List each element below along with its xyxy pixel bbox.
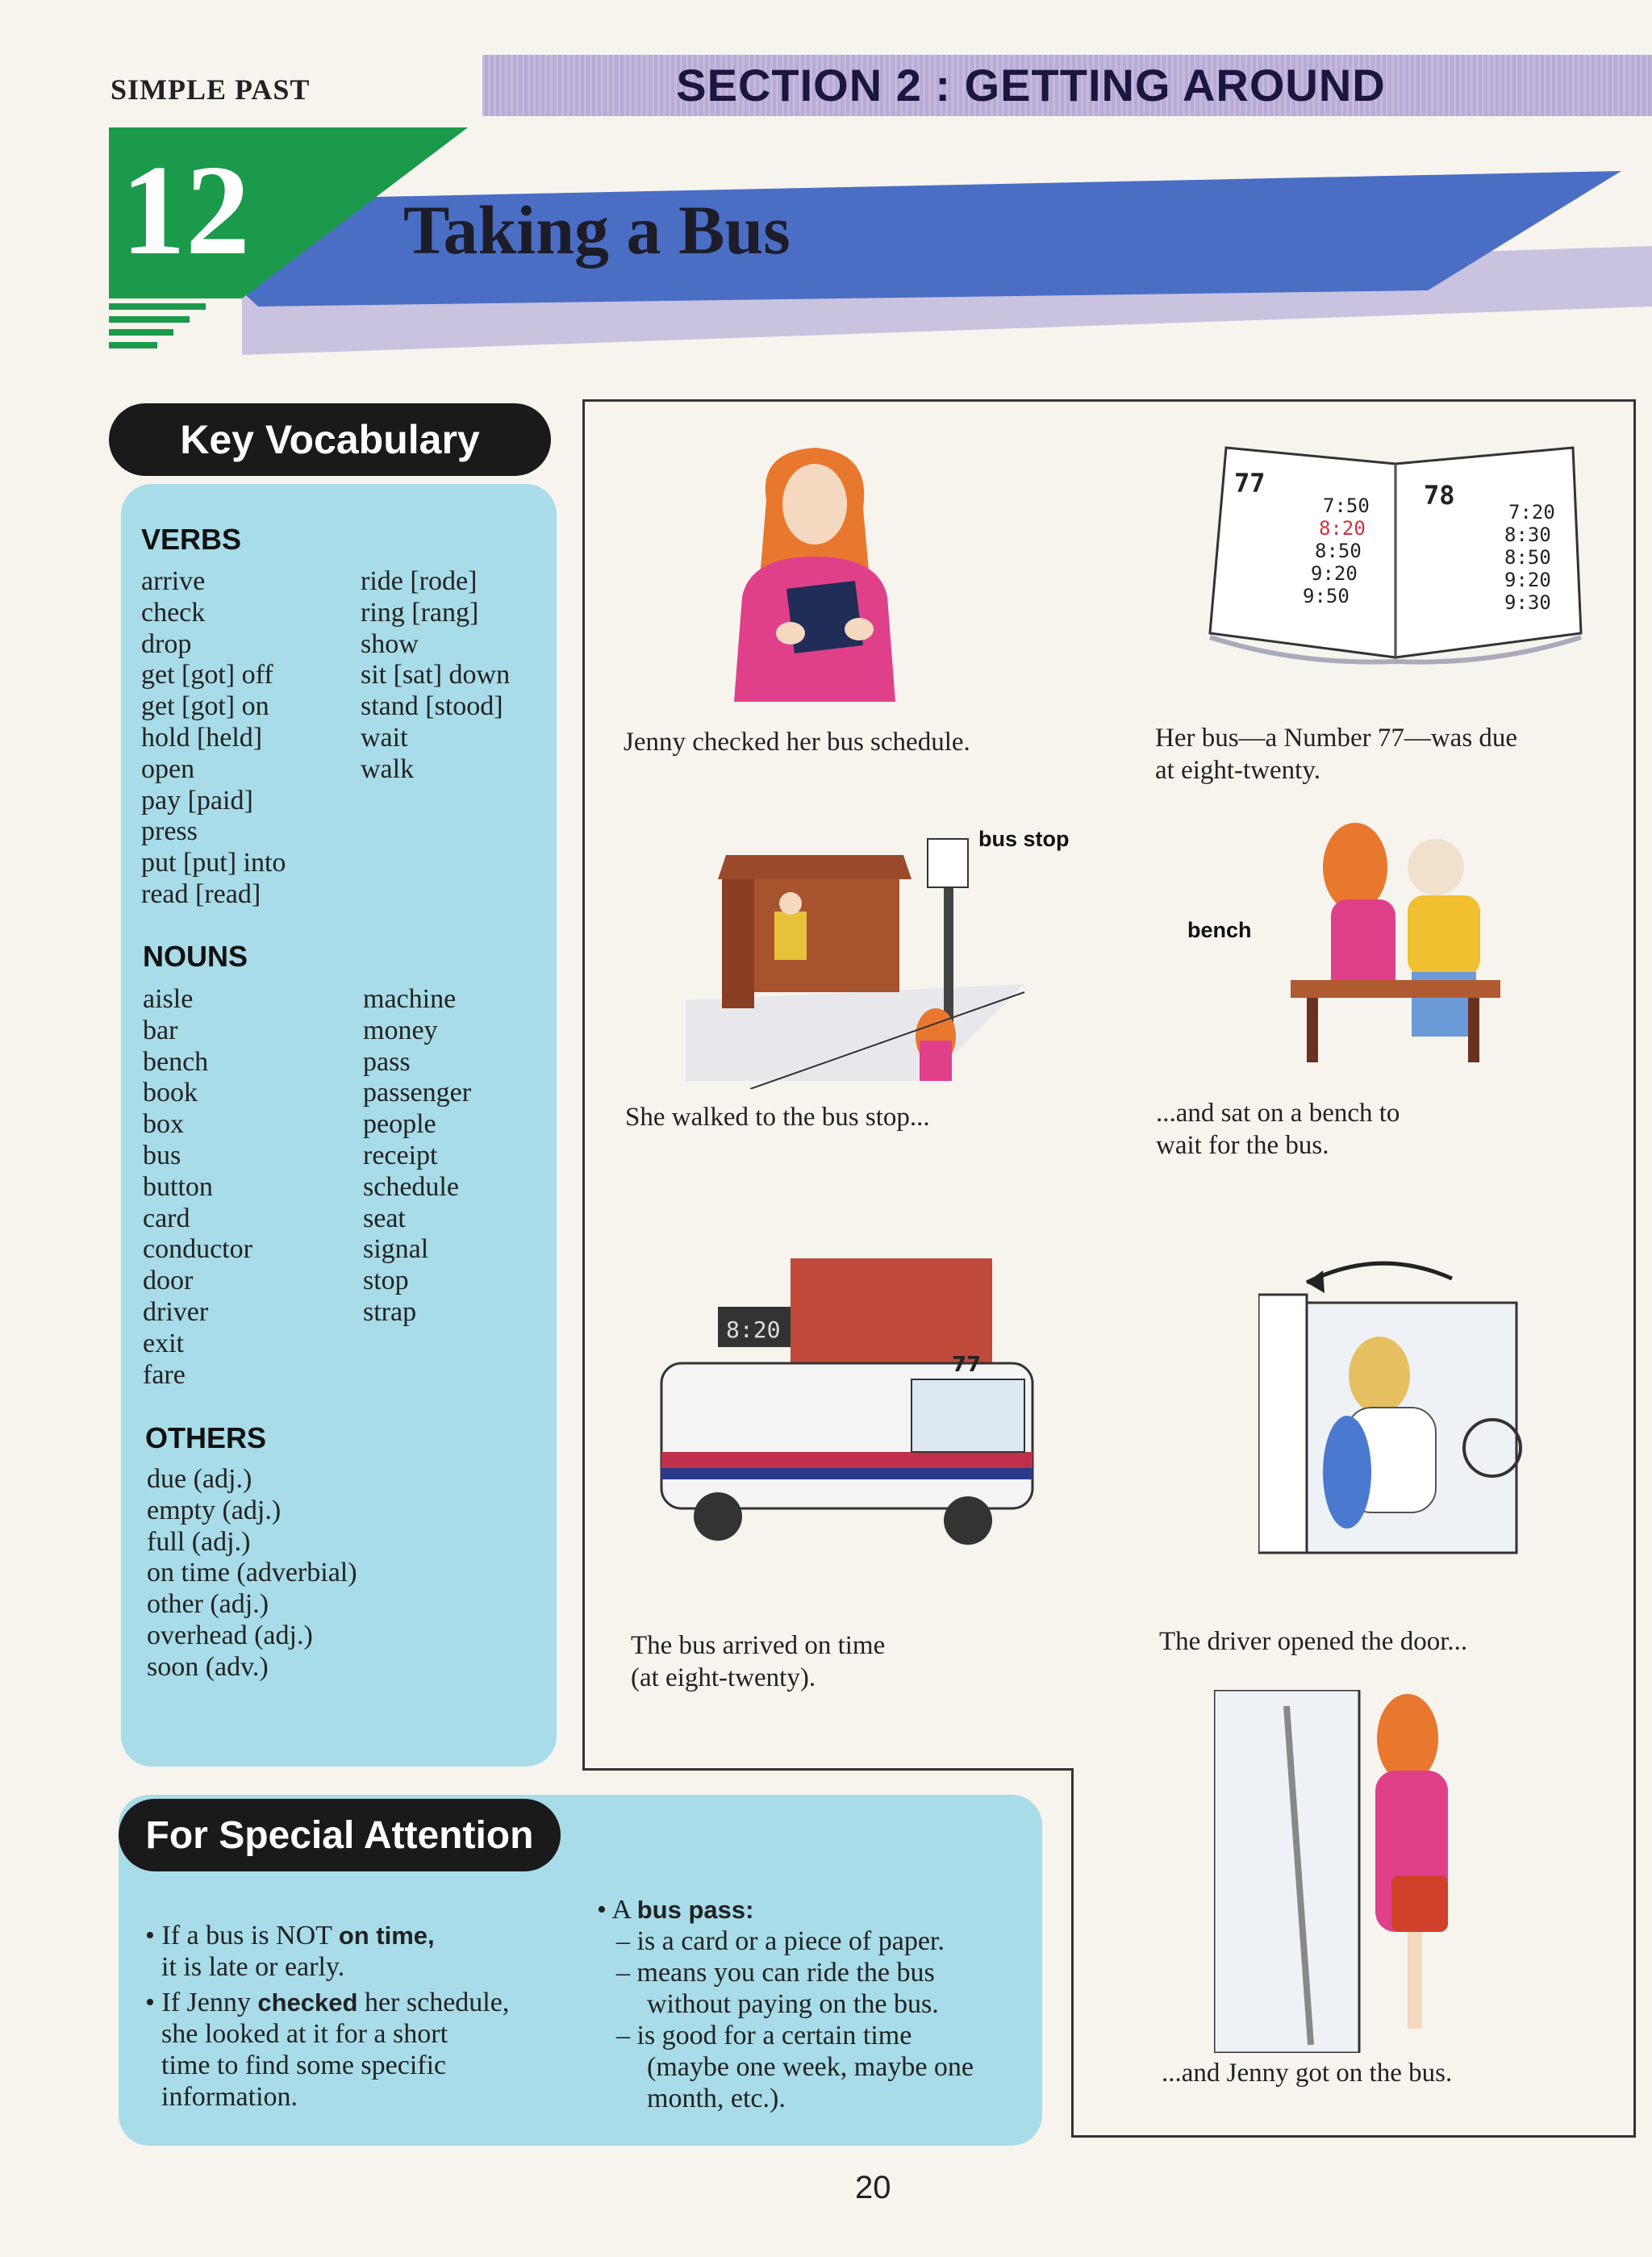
frame-left <box>582 399 585 1771</box>
scene-caption: The driver opened the door... <box>1159 1627 1468 1656</box>
vocab-item: conductor <box>143 1234 252 1265</box>
vocab-item: aisle <box>143 984 194 1014</box>
vocab-item: sit [sat] down <box>361 660 511 690</box>
note-text: A <box>611 1895 637 1925</box>
others-list <box>147 1464 357 1683</box>
caption-line: ...and sat on a bench to <box>1156 1099 1400 1128</box>
jenny-reading-illustration <box>710 436 920 710</box>
vocab-item: press <box>141 816 198 847</box>
bus-schedule-illustration <box>1202 423 1589 670</box>
caption-line: (at eight-twenty). <box>631 1663 816 1692</box>
frame-step-down <box>1071 1768 1074 2138</box>
vocab-item: due (adj.) <box>147 1464 252 1494</box>
scene-caption: Jenny checked her bus schedule. <box>624 728 970 757</box>
schedule-time: 9:20 <box>1311 562 1358 585</box>
attention-note-checked: • If Jenny checked her schedule, she looked at it for a short time to find some specific information. <box>145 1987 597 2113</box>
note-text: If Jenny <box>161 1988 258 2017</box>
green-stripe <box>109 316 190 323</box>
schedule-time: 7:50 <box>1323 494 1370 517</box>
note-text: time to find some specific <box>161 2050 447 2080</box>
vocab-item: book <box>143 1078 198 1108</box>
vocab-item: get [got] on <box>141 691 269 722</box>
vocab-item: strap <box>363 1296 417 1327</box>
vocab-item: fare <box>143 1359 186 1390</box>
vocab-item: box <box>143 1109 184 1140</box>
note-text: (maybe one week, maybe one <box>647 2052 974 2082</box>
vocab-item: ride [rode] <box>361 566 478 596</box>
section-title: SECTION 2 : GETTING AROUND <box>676 60 1386 111</box>
note-text: without paying on the bus. <box>647 1989 939 2019</box>
vocab-item: bus <box>143 1140 181 1170</box>
note-text: she looked at it for a short <box>161 2019 448 2049</box>
vocab-item: other (adj.) <box>147 1589 269 1620</box>
vocab-item: driver <box>143 1296 209 1327</box>
vocab-item: arrive <box>141 566 206 596</box>
vocab-item: exit <box>143 1328 184 1358</box>
nouns-list-col1 <box>143 984 252 1391</box>
vocab-item: passenger <box>363 1078 472 1108</box>
bus-arrives-illustration <box>645 1250 1065 1573</box>
vocab-item: card <box>143 1203 190 1233</box>
vocabulary-heading: Key Vocabulary <box>109 403 551 476</box>
verbs-list-col1 <box>141 566 286 911</box>
vocab-item: put [put] into <box>141 848 286 878</box>
note-text: means you can ride the bus <box>636 1958 935 1988</box>
attention-heading: For Special Attention <box>119 1799 561 1871</box>
vocab-item: overhead (adj.) <box>147 1620 313 1650</box>
vocab-item: stop <box>363 1266 409 1296</box>
vocab-item: ring [rang] <box>361 597 479 628</box>
others-heading: OTHERS <box>145 1421 267 1454</box>
frame-bottom <box>1071 2135 1636 2138</box>
bus-stop-illustration <box>686 823 1032 1089</box>
nouns-heading: NOUNS <box>143 940 248 973</box>
vocab-item: signal <box>363 1234 429 1265</box>
scene-caption: She walked to the bus stop... <box>625 1103 930 1132</box>
schedule-time: 9:50 <box>1303 585 1350 607</box>
bench-label: bench <box>1187 918 1252 942</box>
vocab-item: machine <box>363 984 457 1014</box>
green-stripe <box>109 303 206 310</box>
caption-line: The bus arrived on time <box>631 1631 886 1660</box>
vocab-item: drop <box>141 628 192 659</box>
note-text: month, etc.). <box>647 2084 786 2113</box>
page-number: 20 <box>855 2170 891 2205</box>
vocab-item: show <box>361 628 419 659</box>
green-stripe <box>109 342 157 348</box>
vocab-item: wait <box>361 722 408 753</box>
attention-note-bus-pass: • A bus pass: – is a card or a piece of paper. – means you can ride the bus without paying on the bus. – is good for a certain time (maybe one week, maybe one month, etc.). <box>597 1894 1032 2114</box>
driver-door-illustration <box>1258 1246 1525 1561</box>
schedule-time: 8:30 <box>1504 524 1551 546</box>
vocab-item: empty (adj.) <box>147 1495 282 1525</box>
vocab-item: open <box>141 753 195 784</box>
vocab-item: people <box>363 1109 436 1140</box>
jenny-boards-illustration <box>1214 1690 1472 2053</box>
vocab-item: hold [held] <box>141 722 263 753</box>
schedule-time: 8:50 <box>1504 546 1551 569</box>
bus-stop-label: bus stop <box>978 827 1070 851</box>
verbs-list-col2 <box>361 566 510 786</box>
note-text: is good for a certain time <box>636 2021 912 2050</box>
vocab-item: pass <box>363 1046 411 1077</box>
schedule-time: 7:20 <box>1508 501 1555 524</box>
schedule-time: 9:20 <box>1504 569 1551 591</box>
vocab-item: receipt <box>363 1140 438 1170</box>
nouns-list-col2 <box>363 984 471 1329</box>
caption-line: wait for the bus. <box>1156 1131 1329 1160</box>
schedule-route-77: 77 <box>1234 468 1266 499</box>
vocab-item: check <box>141 597 206 628</box>
schedule-route-78: 78 <box>1424 480 1455 511</box>
chapter-title: Taking a Bus <box>403 191 791 269</box>
note-bold: on time, <box>338 1921 435 1950</box>
vocab-item: door <box>143 1266 194 1296</box>
running-head: SIMPLE PAST <box>111 73 311 106</box>
section-bar <box>482 55 1652 116</box>
vocab-item: full (adj.) <box>147 1526 251 1557</box>
vocab-item: pay [paid] <box>141 785 253 816</box>
note-text: her schedule, <box>357 1988 510 2017</box>
vocab-item: bench <box>143 1046 209 1077</box>
note-text: is a card or a piece of paper. <box>636 1926 945 1956</box>
note-text: information. <box>161 2082 298 2112</box>
note-text: it is late or early. <box>161 1952 345 1982</box>
note-bold: bus pass: <box>636 1896 754 1924</box>
vocab-item: on time (adverbial) <box>147 1558 357 1588</box>
green-stripe <box>109 329 173 336</box>
vocab-item: bar <box>143 1015 178 1045</box>
vocab-item: walk <box>361 753 415 784</box>
clock-display: 8:20 <box>726 1316 781 1343</box>
caption-line: at eight-twenty. <box>1155 756 1320 785</box>
note-bold: checked <box>257 1988 358 2017</box>
schedule-time: 9:30 <box>1504 591 1551 614</box>
bench-illustration <box>1274 819 1516 1081</box>
scene-caption: ...and Jenny got on the bus. <box>1162 2059 1453 2088</box>
scene-caption <box>631 1629 885 1694</box>
chapter-number: 12 <box>121 138 250 282</box>
scene-caption <box>1156 1097 1400 1162</box>
schedule-time: 8:50 <box>1315 540 1362 562</box>
vocab-item: get [got] off <box>141 660 273 690</box>
frame-step <box>582 1768 1071 1771</box>
note-text: If a bus is NOT <box>161 1921 339 1950</box>
vocab-item: read [read] <box>141 878 261 909</box>
vocab-item: money <box>363 1015 438 1045</box>
verbs-heading: VERBS <box>141 523 242 556</box>
vocab-item: seat <box>363 1203 406 1233</box>
vocab-item: stand [stood] <box>361 691 503 722</box>
vocab-item: soon (adv.) <box>147 1651 269 1682</box>
attention-note-on-time: • If a bus is NOT on time, it is late or early. <box>145 1920 597 1983</box>
vocab-item: schedule <box>363 1171 459 1202</box>
caption-line: Her bus—a Number 77—was due <box>1155 724 1518 753</box>
frame-right <box>1633 399 1636 2138</box>
bus-number: 77 <box>952 1353 982 1377</box>
schedule-time: 8:20 <box>1319 517 1366 540</box>
vocab-item: button <box>143 1171 213 1202</box>
frame-top <box>582 399 1636 402</box>
scene-caption <box>1155 722 1517 786</box>
